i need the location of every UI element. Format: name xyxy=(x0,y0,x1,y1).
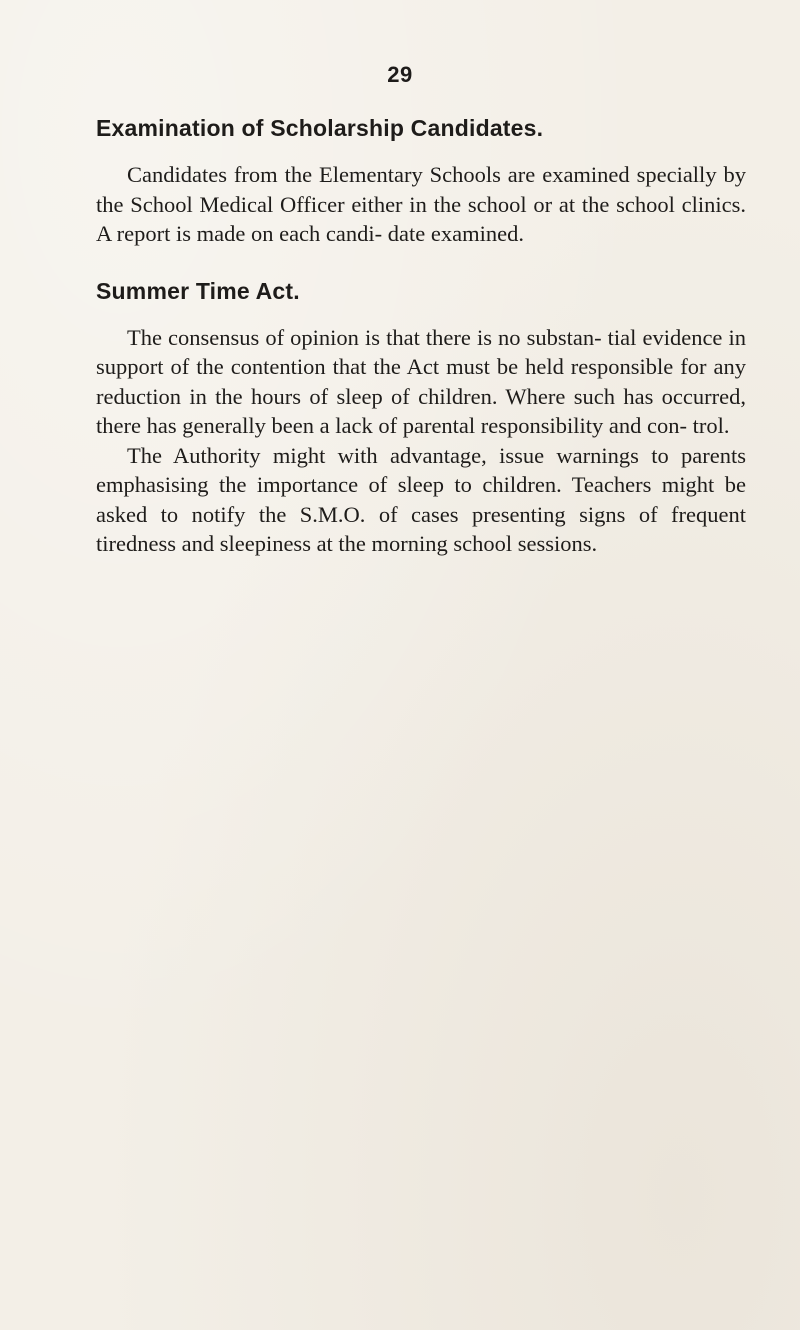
page-content xyxy=(96,110,746,559)
paragraph-scholarship-candidates: Candidates from the Elementary Schools are examined specially by the School Medical Officer either in the school or at the school clinics. A report is made on each candi- date examined. xyxy=(96,162,746,246)
paragraph-consensus-of-opinion: The consensus of opinion is that there is no substan- tial evidence in support of the contention that the Act must be held responsible for any reduction in the hours of sleep of children. Where such has occurred, there has generally been a lack of parental responsibility and con- trol. xyxy=(96,324,746,438)
paragraph-authority-warnings: The Authority might with advantage, issue warnings to parents emphasising the importance of sleep to children. Teachers might be asked to notify the S.M.O. of cases presenting signs of frequent tiredness and sleepiness at the morning school sessions. xyxy=(96,442,746,556)
section-heading-scholarship: Examination of Scholarship Candidates. xyxy=(96,115,544,141)
page-number: 29 xyxy=(387,62,413,87)
section-heading-summer-time-act: Summer Time Act. xyxy=(96,277,300,304)
